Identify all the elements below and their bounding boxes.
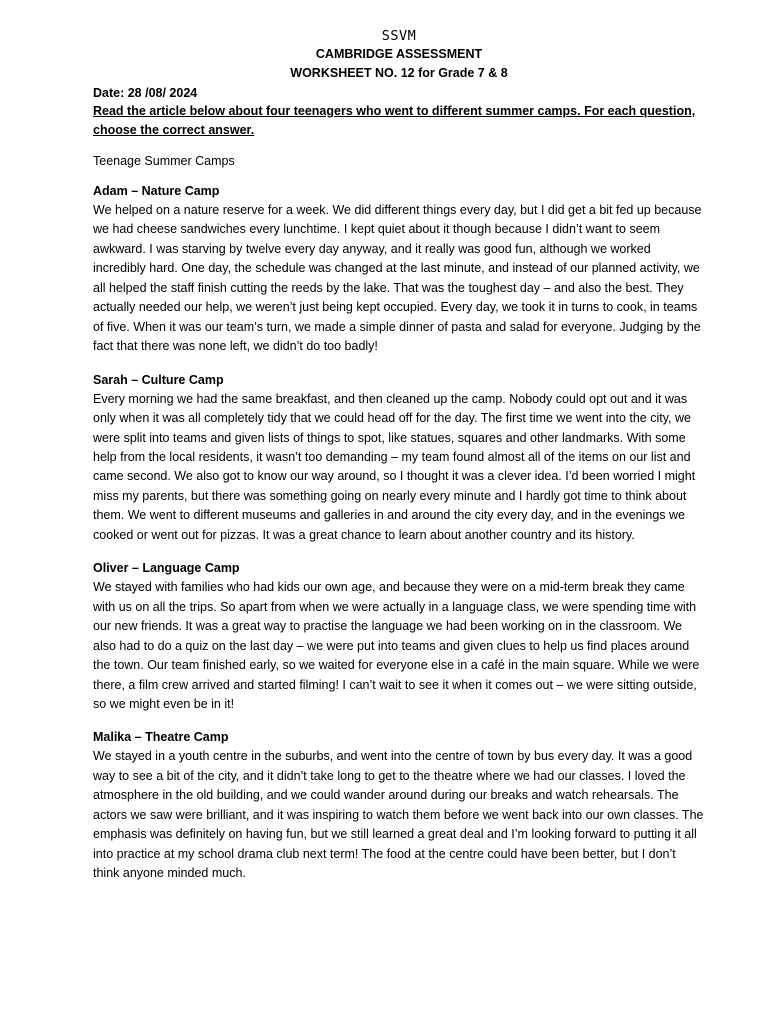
section-sarah — [93, 371, 705, 546]
assessment-title: CAMBRIDGE ASSESSMENT — [315, 47, 483, 61]
section-heading: Sarah – Culture Camp — [93, 372, 224, 387]
section-heading: Malika – Theatre Camp — [93, 730, 229, 745]
section-adam — [93, 182, 705, 357]
instructions: Read the article below about four teenagers who went to different summer camps. For each question, choose the correct answer. — [93, 104, 696, 137]
section-heading: Oliver – Language Camp — [93, 561, 240, 576]
section-body: We stayed in a youth centre in the suburbs, and went into the centre of town by bus every day. It was a good way to see a bit of the city, and it didn’t take long to get to the theatre where we had our classes. I loved the atmosphere in the old building, and we could wander around during our breaks and watch rehearsals. The actors we saw were brilliant, and it was inspiring to watch them before we went back into our own classes. The emphasis was definitely on having fun, but we still learned a great deal and I’m looking forward to putting it all into practice at my school drama club next term! The food at the centre could have been better, but I don’t think anyone minded much. — [93, 749, 704, 881]
article-title: Teenage Summer Camps — [93, 154, 235, 168]
worksheet-date: Date: 28 /08/ 2024 — [93, 86, 198, 100]
section-body: We stayed with families who had kids our own age, and because they were on a mid-term break they came with us on all the trips. So apart from when we were actually in a language class, we were spending time with our new friends. It was a great way to practise the language we had been working on in the classroom. We also had to do a quiz on the last day – we were put into teams and given clues to help us find places around the town. Our team finished early, so we waited for everyone else in a café in the main square. While we were there, a film crew arrived and started filming! I can’t wait to see it when it comes out – we were sitting outside, so we might even be in it! — [93, 580, 700, 711]
section-body: We helped on a nature reserve for a week. We did different things every day, but I did get a bit fed up because we had cheese sandwiches every lunchtime. I kept quiet about it though because I didn’t want to seem awkward. I was starving by twelve every day anyway, and it really was good fun, although we worked incredibly hard. One day, the schedule was changed at the last minute, and instead of our planned activity, we all helped the staff finish cutting the reeds by the lake. That was the toughest day – and also the best. They actually needed our help, we weren’t just being kept occupied. Every day, we took it in turns to cook, in teams of five. When it was our team’s turn, we made a simple dinner of pasta and salad for everyone. Judging by the fact that there was none left, we didn’t do too badly! — [93, 203, 702, 354]
school-name: SSVM — [381, 28, 417, 44]
section-body: Every morning we had the same breakfast, and then cleaned up the camp. Nobody could opt out and it was only when it was all completely tidy that we could head off for the day. The first time we went into the city, we were split into teams and given lists of things to spot, like statues, squares and other landmarks. With some help from the local residents, it wasn’t too demanding – my team found almost all of the items on our list and came second. We also got to know our way around, so I thought it was a clever idea. I’d been worried I might miss my parents, but there was something going on nearly every minute and I hardly got time to think about them. We went to different museums and galleries in and around the city every day, and in the evenings we cooked or went out for pizzas. It was a great chance to learn about another country and its history. — [93, 391, 696, 542]
worksheet-page — [93, 27, 705, 884]
worksheet-title: WORKSHEET NO. 12 for Grade 7 & 8 — [290, 66, 508, 80]
section-oliver — [93, 559, 705, 714]
section-malika — [93, 728, 705, 883]
section-heading: Adam – Nature Camp — [93, 184, 220, 198]
